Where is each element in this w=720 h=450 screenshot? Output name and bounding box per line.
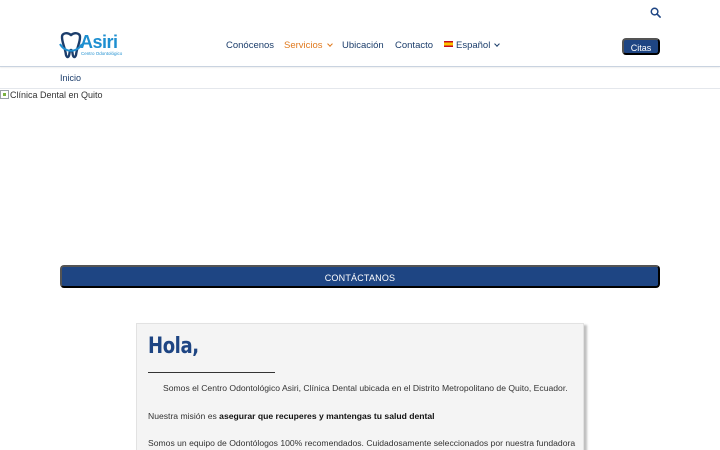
intro-card [136,323,584,450]
nav-label: Contacto [395,40,434,51]
intro-paragraph-3: Somos un equipo de Odontólogos 100% recomendados. Cuidadosamente seleccionados por nuestra fundadora [148,438,576,448]
nav-item-contacto[interactable] [395,40,433,51]
intro-paragraph-1: Somos el Centro Odontológico Asiri, Clínica Dental ubicada en el Distrito Metropolitano de Quito, Ecuador. [163,383,568,393]
nav-label: Servicios [284,40,323,51]
nav-item-language[interactable] [444,40,499,51]
top-bar [0,0,720,24]
spain-flag-icon [444,41,453,47]
chevron-down-icon [327,41,333,47]
nav-item-servicios[interactable] [284,40,332,51]
nav-item-conocenos[interactable] [226,40,274,51]
breadcrumb [0,67,720,89]
mission-prefix: Nuestra misión es [148,411,217,421]
title-divider [148,372,275,373]
chevron-down-icon [495,41,501,47]
broken-image-icon [0,90,9,99]
logo-name: Asiri [80,32,118,52]
search-icon[interactable] [650,7,661,18]
nav-label: Ubicación [342,40,384,51]
contactanos-button[interactable]: CONTÁCTANOS [60,265,660,288]
intro-title: Hola, [148,334,199,359]
intro-paragraph-2 [148,411,435,421]
nav-item-ubicacion[interactable] [342,40,384,51]
mission-bold: asegurar que recuperes y mantengas tu salud dental [219,411,435,421]
logo-tagline: Centro Odontológico [81,51,123,56]
site-header [0,24,720,67]
breadcrumb-home[interactable]: Inicio [60,73,82,83]
main-nav [0,40,720,54]
nav-label: Español [456,40,491,51]
citas-button[interactable]: Citas [622,38,660,55]
nav-label: Conócenos [226,40,275,51]
hero-image-alt: Clínica Dental en Quito [10,90,103,100]
hero-image [0,89,720,259]
